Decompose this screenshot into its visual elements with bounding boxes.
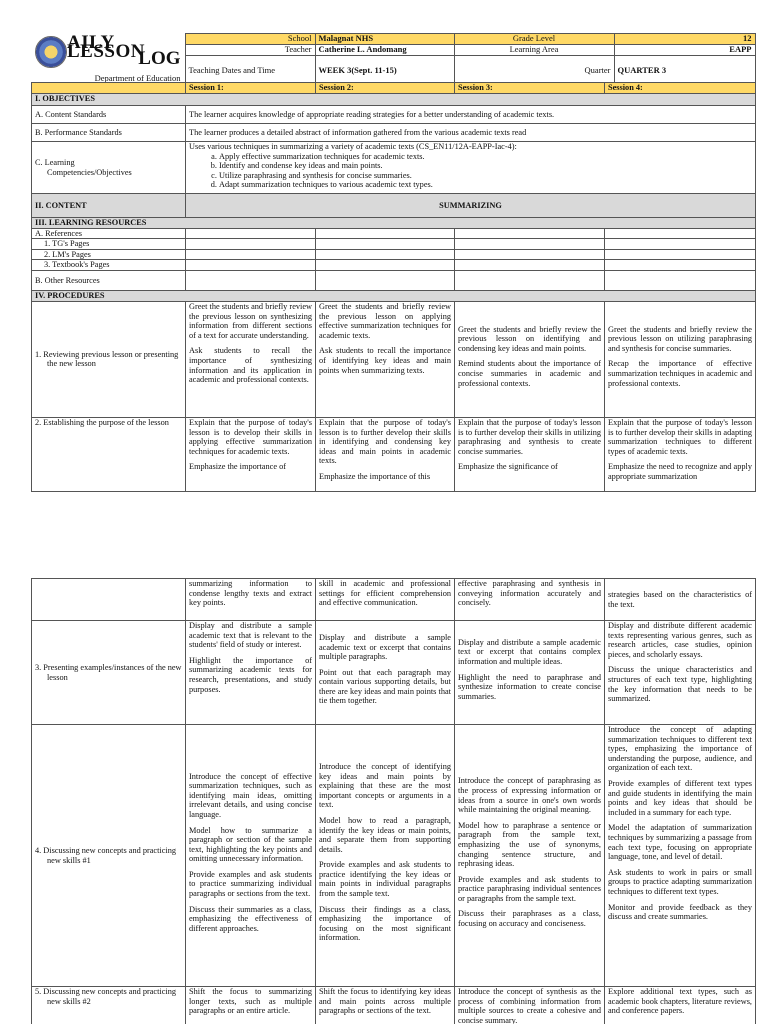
procedure-2-cont-label bbox=[32, 579, 186, 621]
session-header-blank bbox=[32, 83, 186, 94]
procedure-5-label bbox=[32, 987, 186, 1024]
content-standards-label: A. Content Standards bbox=[32, 106, 186, 124]
paragraph: Remind students about the importance of concise summaries in academic and professional contexts. bbox=[458, 359, 601, 388]
competency-item: c. Utilize paraphrasing and synthesis for concise summaries. bbox=[219, 171, 752, 181]
procedure-3-session-1 bbox=[186, 621, 316, 725]
paragraph: Model how to summarize a paragraph or section of the sample text, highlighting the key points and omitting unnecessary information. bbox=[189, 825, 312, 864]
paragraph: Emphasize the need to recognize and apply appropriate summarization bbox=[608, 462, 752, 481]
paragraph: Highlight the importance of summarizing academic texts for research, presentations, and study purposes. bbox=[189, 655, 312, 694]
procedure-2-cont-session-1: summarizing information to condense lengthy texts and extract key points. bbox=[186, 579, 316, 621]
session-4-header: Session 4: bbox=[605, 83, 756, 94]
competency-item: b. Identify and condense key ideas and main points. bbox=[219, 161, 752, 171]
area-value: EAPP bbox=[614, 45, 755, 56]
procedure-2-session-4 bbox=[605, 417, 756, 491]
competencies-label-line-1: C. Learning bbox=[35, 157, 75, 167]
procedure-1-session-4 bbox=[605, 301, 756, 417]
session-3-header: Session 3: bbox=[455, 83, 605, 94]
school-value: Malagnat NHS bbox=[315, 34, 454, 45]
procedure-2-session-1 bbox=[186, 417, 316, 491]
procedure-4-label-text: 4. Discussing new concepts and practicing new skills #1 bbox=[35, 845, 177, 865]
paragraph: Discuss their summaries as a class, emphasizing the effectiveness of different approaches. bbox=[189, 904, 312, 933]
procedure-1-label bbox=[32, 301, 186, 417]
content-heading: II. CONTENT bbox=[32, 194, 186, 218]
procedure-1-label-text: 1. Reviewing previous lesson or presenting the new lesson bbox=[35, 349, 179, 369]
department-label: Department of Education bbox=[94, 72, 181, 83]
competencies-list bbox=[189, 152, 752, 190]
paragraph: Ask students to work in pairs or small groups to practice adapting summarization techniques to different text types. bbox=[608, 867, 752, 896]
paragraph: Emphasize the significance of bbox=[458, 462, 558, 472]
paragraph: Display and distribute a sample academic text or excerpt that contains multiple paragraphs. bbox=[319, 632, 451, 662]
paragraph: Greet the students and briefly review the previous lesson on identifying and condensing key ideas and main points. bbox=[458, 324, 601, 353]
resources-heading: III. LEARNING RESOURCES bbox=[32, 218, 756, 229]
paragraph: Display and distribute a sample academic text or excerpt that contains complex information and multiple ideas. bbox=[458, 637, 601, 666]
competencies-label-line-2: Competencies/Objectives bbox=[47, 167, 132, 177]
teacher-label: Teacher bbox=[185, 45, 315, 56]
quarter-value: QUARTER 3 bbox=[614, 56, 755, 86]
area-label: Learning Area bbox=[454, 45, 614, 56]
paragraph: Introduce the concept of adapting summarization techniques to different text types, emphasizing the importance of understanding the purpose, audience, and organization of each text. bbox=[608, 725, 752, 773]
paragraph: Ask students to recall the importance of identifying key ideas and main points when summarizing texts. bbox=[319, 346, 451, 375]
procedures-heading: IV. PROCEDURES bbox=[32, 290, 756, 301]
procedure-1-session-3 bbox=[455, 301, 605, 417]
paragraph: Greet the students and briefly review the previous lesson on applying effective summarization techniques for academic texts. bbox=[319, 301, 451, 340]
objectives-heading: I. OBJECTIVES bbox=[32, 94, 756, 106]
paragraph: Greet the students and briefly review the previous lesson on utilizing paraphrasing and synthesis for concise summaries. bbox=[608, 324, 752, 353]
competency-item: d. Adapt summarization techniques to various academic text types. bbox=[219, 180, 752, 190]
deped-seal-icon bbox=[35, 36, 67, 68]
textbook-pages-label: 3. Textbook's Pages bbox=[32, 260, 186, 271]
grade-label: Grade Level bbox=[454, 34, 614, 45]
procedure-1-session-1 bbox=[186, 301, 316, 417]
paragraph: Explain that the purpose of today's lesson is to further develop their skills in identifying and condensing key ideas and main points in academic texts. bbox=[319, 417, 451, 466]
lesson-table-page-1 bbox=[31, 82, 756, 492]
paragraph: Ask students to recall the importance of synthesizing information and its application in academic and professional contexts. bbox=[189, 346, 312, 385]
procedure-4-session-3 bbox=[455, 725, 605, 987]
tg-pages-label: 1. TG's Pages bbox=[32, 239, 186, 250]
paragraph: Emphasize the importance of bbox=[189, 462, 286, 472]
procedure-5-session-3: Introduce the concept of synthesis as the process of combining information from multiple sources to create a cohesive and concise summary. bbox=[455, 987, 605, 1024]
procedure-5-label-text: 5. Discussing new concepts and practicing new skills #2 bbox=[35, 987, 177, 1006]
paragraph: Greet the students and briefly review the previous lesson on synthesizing information from different sections of a text for accurate understanding. bbox=[189, 301, 312, 340]
procedure-4-session-2 bbox=[316, 725, 455, 987]
session-2-header: Session 2: bbox=[316, 83, 455, 94]
paragraph: Display and distribute different academic texts representing various genres, such as research articles, case studies, opinion pieces, and scholarly essays. bbox=[608, 621, 752, 659]
paragraph: Provide examples and ask students to practice identifying the key ideas or main points in individual paragraphs from the sample text. bbox=[319, 860, 451, 899]
teacher-value: Catherine L. Andomang bbox=[315, 45, 454, 56]
procedure-5-session-4: Explore additional text types, such as academic book chapters, literature reviews, and conference papers. bbox=[605, 987, 756, 1024]
dates-label: Teaching Dates and Time bbox=[185, 56, 315, 86]
paragraph: Provide examples and ask students to practice paraphrasing individual sentences or paragraphs from the sample text. bbox=[458, 874, 601, 903]
procedure-3-session-2 bbox=[316, 621, 455, 725]
procedure-2-session-3 bbox=[455, 417, 605, 491]
procedure-2-session-2 bbox=[316, 417, 455, 491]
paragraph: Discuss their paraphrases as a class, focusing on accuracy and conciseness. bbox=[458, 909, 601, 929]
paragraph: Model the adaptation of summarization techniques by summarizing a passage from each text type, focusing on appropriate language, tone, and level of detail. bbox=[608, 823, 752, 862]
procedure-2-cont-session-2: skill in academic and professional settings for efficient comprehension and effective communication. bbox=[316, 579, 455, 621]
paragraph: Provide examples of different text types and guide students in identifying the main points and key ideas that should be included in a summary for each type. bbox=[608, 778, 752, 817]
content-value: SUMMARIZING bbox=[186, 194, 756, 218]
procedure-4-label bbox=[32, 725, 186, 987]
competencies-value bbox=[186, 142, 756, 194]
grade-value: 12 bbox=[614, 34, 755, 45]
procedure-2-label bbox=[32, 417, 186, 491]
competencies-label bbox=[32, 142, 186, 194]
lm-pages-label: 2. LM's Pages bbox=[32, 249, 186, 260]
lesson-table-page-2 bbox=[31, 578, 756, 1024]
procedure-1-session-2 bbox=[316, 301, 455, 417]
procedure-3-session-4 bbox=[605, 621, 756, 725]
procedure-2-label-text: 2. Establishing the purpose of the lesson bbox=[35, 417, 169, 427]
school-label: School bbox=[185, 34, 315, 45]
paragraph: Monitor and provide feedback as they discuss and create summaries. bbox=[608, 902, 752, 922]
paragraph: Explain that the purpose of today's lesson is to further develop their skills in adapting summarization techniques to different types of academic texts. bbox=[608, 417, 752, 456]
paragraph: Explain that the purpose of today's lesson is to develop their skills in applying effective summarization techniques for academic texts. bbox=[189, 417, 312, 456]
performance-standards-value: The learner produces a detailed abstract of information gathered from the various academic texts read bbox=[186, 124, 756, 142]
procedure-5-session-2: Shift the focus to identifying key ideas and main points across multiple paragraphs or sections of the text. bbox=[316, 987, 455, 1024]
paragraph: Point out that each paragraph may contain various supporting details, but there are key ideas and main points that tie them together. bbox=[319, 667, 451, 706]
competencies-intro: Uses various techniques in summarizing a variety of academic texts (CS_EN11/12A-EAPP-Iac-4): bbox=[189, 142, 517, 151]
paragraph: Emphasize the importance of this bbox=[319, 471, 431, 481]
procedure-4-session-1 bbox=[186, 725, 316, 987]
paragraph: Recap the importance of effective summarization techniques in academic and professional contexts. bbox=[608, 359, 752, 388]
paragraph: Discuss their findings as a class, emphasizing the importance of focusing on the most significant information. bbox=[319, 904, 451, 943]
dates-value: WEEK 3(Sept. 11-15) bbox=[315, 56, 454, 86]
page-1 bbox=[0, 0, 768, 500]
paragraph: Provide examples and ask students to practice summarizing individual paragraphs or sections from the text. bbox=[189, 869, 312, 899]
paragraph: Introduce the concept of effective summarization techniques, such as identifying main ideas, omitting irrelevant details, and using concise language. bbox=[189, 771, 312, 819]
paragraph: Model how to paraphrase a sentence or paragraph from the sample text, emphasizing the use of synonyms, changing sentence structure, and rephrasing ideas. bbox=[458, 820, 601, 869]
session-1-header: Session 1: bbox=[186, 83, 316, 94]
paragraph: Introduce the concept of identifying key ideas and main points by explaining that these are the most important concepts or arguments in a text. bbox=[319, 761, 451, 810]
performance-standards-label: B. Performance Standards bbox=[32, 124, 186, 142]
paragraph: Introduce the concept of paraphrasing as the process of expressing information or ideas from a source in one's own words while maintaining the original meaning. bbox=[458, 776, 601, 815]
procedure-3-session-3 bbox=[455, 621, 605, 725]
paragraph: Display and distribute a sample academic text that is relevant to the students' field of study or interest. bbox=[189, 621, 312, 650]
procedure-3-label bbox=[32, 621, 186, 725]
procedure-5-session-1: Shift the focus to summarizing longer texts, such as multiple paragraphs or an entire article. bbox=[186, 987, 316, 1024]
page-gap bbox=[0, 500, 768, 580]
procedure-2-cont-session-4: strategies based on the characteristics of the text. bbox=[605, 579, 756, 621]
other-resources-label: B. Other Resources bbox=[32, 270, 186, 290]
paragraph: Discuss the unique characteristics and structures of each text type, highlighting the key information that needs to be summarized. bbox=[608, 665, 752, 704]
quarter-label: Quarter bbox=[454, 56, 614, 86]
procedure-2-cont-session-3: effective paraphrasing and synthesis in conveying information accurately and concisely. bbox=[455, 579, 605, 621]
procedure-3-label-text: 3. Presenting examples/instances of the new lesson bbox=[35, 662, 182, 682]
content-standards-value: The learner acquires knowledge of appropriate reading strategies for a better understanding of academic texts. bbox=[186, 106, 756, 124]
header-table bbox=[31, 33, 756, 86]
paragraph: Highlight the need to paraphrase and synthesize information to create concise summaries. bbox=[458, 672, 601, 701]
title-line-1: AILY LESSON bbox=[67, 33, 145, 63]
title-line-2: LOG bbox=[138, 47, 181, 69]
logo-area bbox=[31, 34, 185, 86]
paragraph: Explain that the purpose of today's lesson is to further develop their skills in utilizing paraphrasing and synthesis to create concise summaries. bbox=[458, 417, 601, 456]
paragraph: Model how to read a paragraph, identify the key ideas or main points, and separate them from supporting details. bbox=[319, 815, 451, 854]
references-label: A. References bbox=[32, 228, 186, 239]
page-2 bbox=[0, 578, 768, 1024]
competency-item: a. Apply effective summarization techniques for academic texts. bbox=[219, 152, 752, 162]
procedure-4-session-4 bbox=[605, 725, 756, 987]
